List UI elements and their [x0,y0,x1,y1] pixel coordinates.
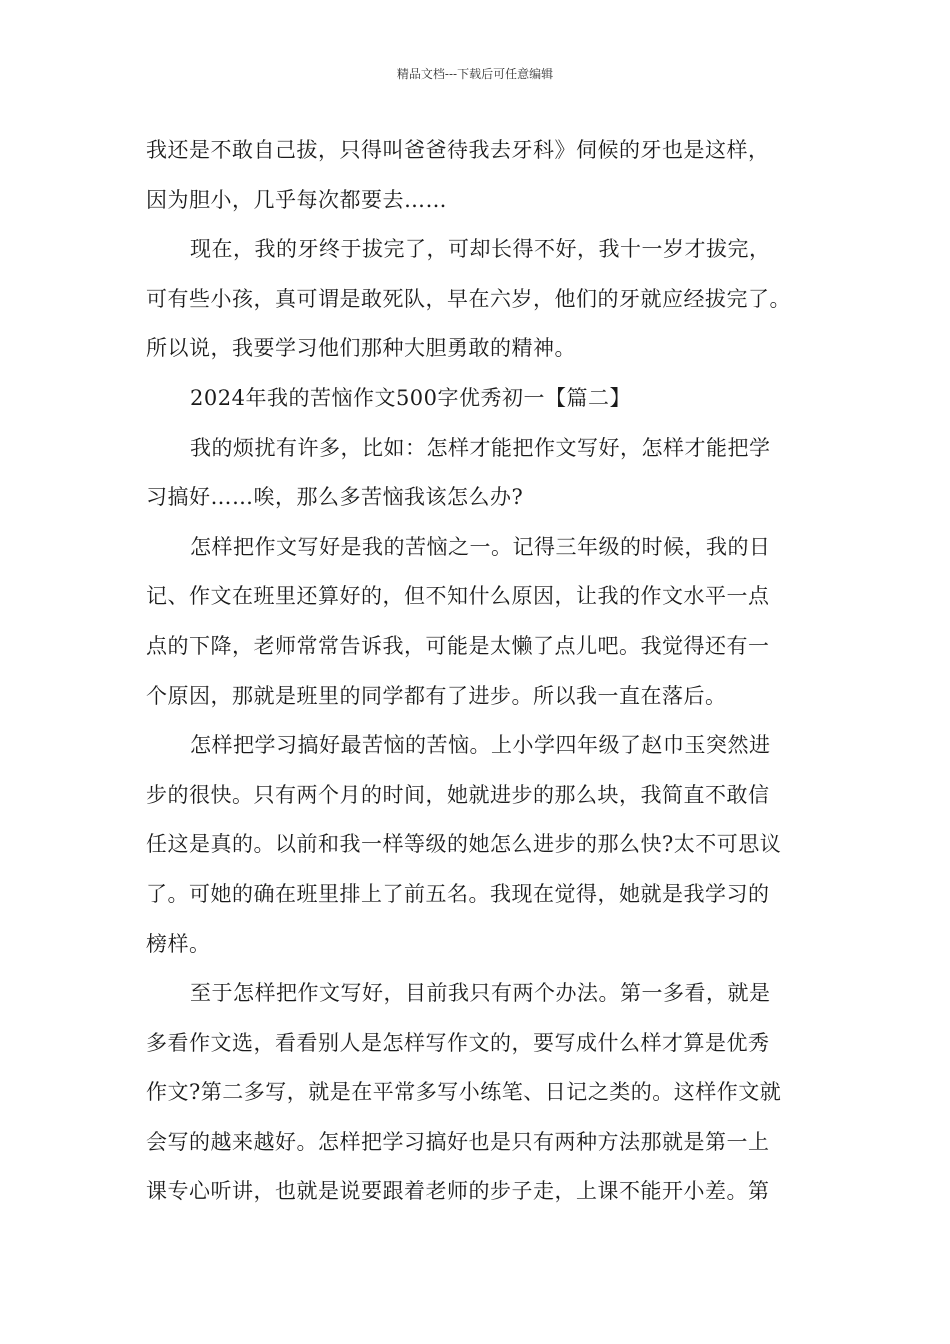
text-line: 习搞好……唉，那么多苦恼我该怎么办? [146,485,524,510]
section-heading: 2024年我的苦恼作文500字优秀初一【篇二】 [190,385,632,410]
text-line: 现在，我的牙终于拔完了，可却长得不好，我十一岁才拔完， [190,237,771,262]
text-line: 步的很快。只有两个月的时间，她就进步的那么块，我简直不敢信 [146,782,770,807]
text-line: 至于怎样把作文写好，目前我只有两个办法。第一多看，就是 [190,981,771,1006]
text-line: 可有些小孩，真可谓是敢死队，早在六岁，他们的牙就应经拔完了。 [146,286,791,311]
text-line: 任这是真的。以前和我一样等级的她怎么进步的那么快?太不可思议 [146,832,782,857]
text-line: 怎样把作文写好是我的苦恼之一。记得三年级的时候，我的日 [190,534,771,559]
document-body [146,126,816,1217]
text-line: 多看作文选，看看别人是怎样写作文的，要写成什么样才算是优秀 [146,1030,770,1055]
text-line: 榜样。 [146,931,211,956]
text-line: 作文?第二多写，就是在平常多写小练笔、日记之类的。这样作文就 [146,1080,782,1105]
text-line: 因为胆小，几乎每次都要去…… [146,187,447,212]
text-line: 会写的越来越好。怎样把学习搞好也是只有两种方法那就是第一上 [146,1129,770,1154]
text-line: 了。可她的确在班里排上了前五名。我现在觉得，她就是我学习的 [146,881,770,906]
text-line: 记、作文在班里还算好的，但不知什么原因，让我的作文水平一点 [146,584,770,609]
text-line: 点的下降，老师常常告诉我，可能是太懒了点儿吧。我觉得还有一 [146,633,770,658]
page-header: 精品文档---下载后可任意编辑 [396,67,554,81]
text-line: 我的烦扰有许多，比如：怎样才能把作文写好，怎样才能把学 [190,435,771,460]
text-line: 所以说，我要学习他们那种大胆勇敢的精神。 [146,336,576,361]
text-line: 个原因，那就是班里的同学都有了进步。所以我一直在落后。 [146,683,727,708]
text-line: 课专心听讲，也就是说要跟着老师的步子走，上课不能开小差。第 [146,1179,770,1204]
text-line: 我还是不敢自己拔，只得叫爸爸待我去牙科》伺候的牙也是这样， [146,138,770,162]
text-line: 怎样把学习搞好最苦恼的苦恼。上小学四年级了赵巾玉突然进 [190,733,771,758]
